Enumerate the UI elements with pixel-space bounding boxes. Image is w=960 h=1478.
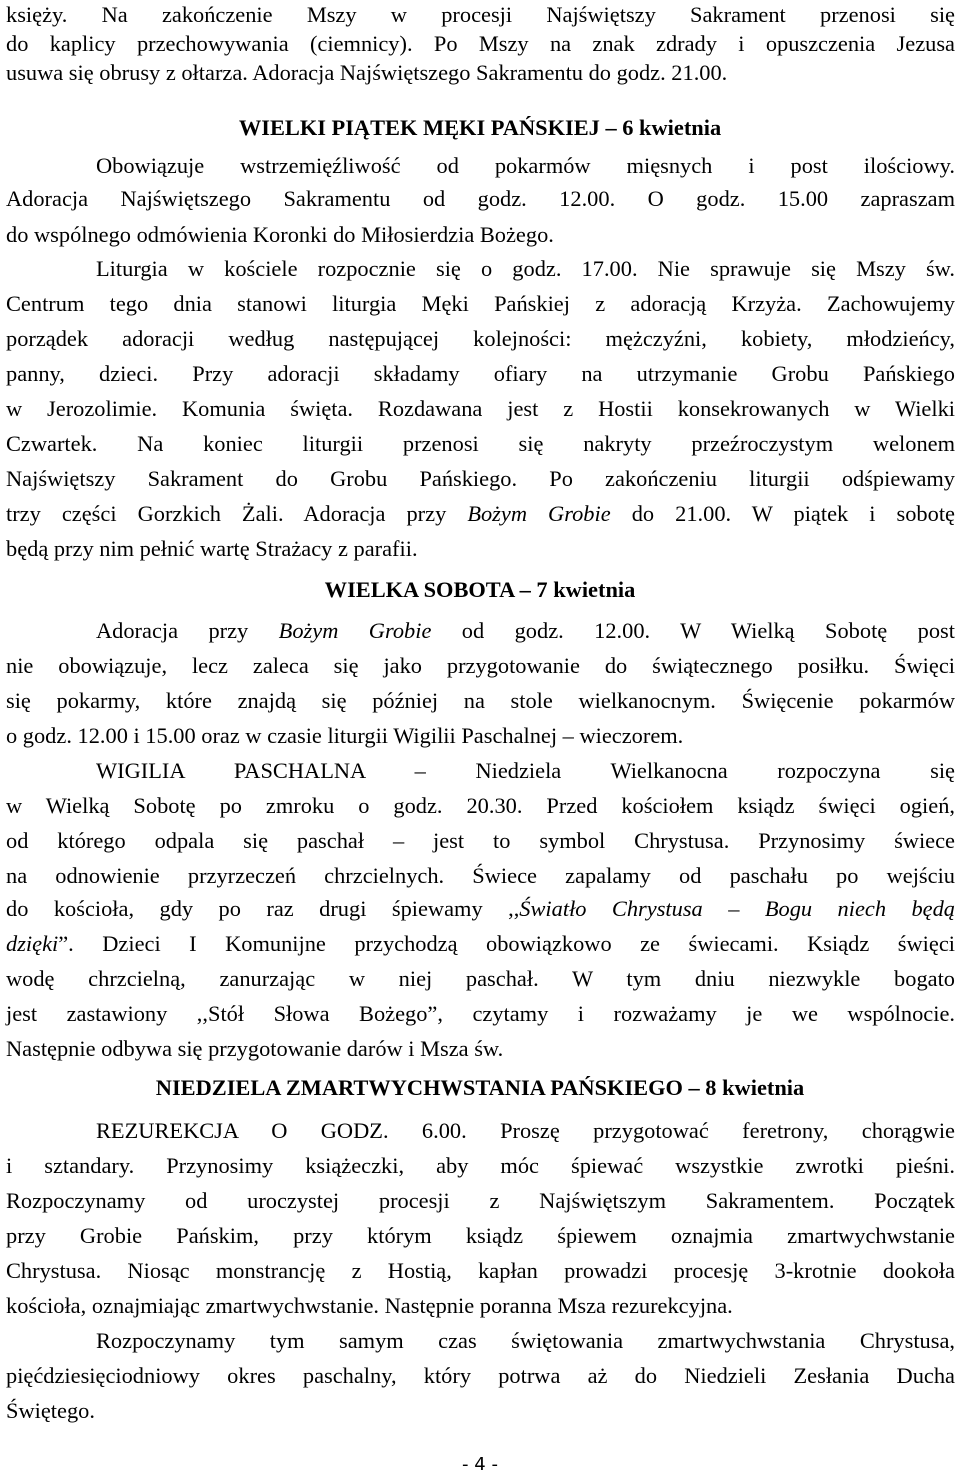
text-line: Czwartek. Na koniec liturgii przenosi się nakryty przeźroczystym welonem [6,431,955,456]
text-line: Najświętszy Sakrament do Grobu Pańskiego. Po zakończeniu liturgii odśpiewamy [6,466,955,491]
text-line: Rozpoczynamy tym samym czas świętowania zmartwychwstania Chrystusa, [96,1328,955,1353]
text-line: w Wielką Sobotę po zmroku o godz. 20.30. Przed kościołem ksiądz święci ogień, [6,793,955,818]
text-line: wodę chrzcielną, zanurzając w niej paschał. W tym dniu niezwykle bogato [6,966,955,991]
text-line: Chrystusa. Niosąc monstrancję z Hostią, kapłan prowadzi procesję 3-krotnie dookoła [6,1258,955,1283]
text-line: REZUREKCJA O GODZ. 6.00. Proszę przygotować feretrony, chorągwie [96,1118,955,1143]
text-line: usuwa się obrusy z ołtarza. Adoracja Najświętszego Sakramentu do godz. 21.00. [6,60,728,85]
text-line: Adoracja przy Bożym Grobie od godz. 12.00. W Wielką Sobotę post [96,618,955,643]
text-line: panny, dzieci. Przy adoracji składamy ofiary na utrzymanie Grobu Pańskiego [6,361,955,386]
text-line: księży. Na zakończenie Mszy w procesji Najświętszy Sakrament przenosi się [6,2,955,27]
text-line: na odnowienie przyrzeczeń chrzcielnych. Świece zapalamy od paschału po wejściu [6,863,955,888]
text-line: WIGILIA PASCHALNA – Niedziela Wielkanocna rozpoczyna się [96,758,955,783]
text-line: w Jerozolimie. Komunia święta. Rozdawana jest z Hostii konsekrowanych w Wielki [6,396,955,421]
text-line: dzięki”. Dzieci I Komunijne przychodzą obowiązkowo ze świecami. Ksiądz święci [6,931,955,956]
section-heading: NIEDZIELA ZMARTWYCHWSTANIA PAŃSKIEGO – 8 kwietnia [155,1075,805,1100]
text-line: o godz. 12.00 i 15.00 oraz w czasie liturgii Wigilii Paschalnej – wieczorem. [6,723,684,748]
text-line: jest zastawiony ,,Stół Słowa Bożego”, czytamy i rozważamy je we wspólnocie. [6,1001,955,1026]
text-line: pięćdziesięciodniowy okres paschalny, który potrwa aż do Niedzieli Zesłania Ducha [6,1363,955,1388]
page-number: - 4 - [462,1454,498,1475]
text-line: Centrum tego dnia stanowi liturgia Męki Pańskiej z adoracją Krzyża. Zachowujemy [6,291,955,316]
text-line: się pokarmy, które znajdą się później na stole wielkanocnym. Święcenie pokarmów [6,688,955,713]
text-line: Następnie odbywa się przygotowanie darów i Msza św. [6,1036,504,1061]
text-line: nie obowiązuje, lecz zaleca się jako przygotowanie do świątecznego posiłku. Święci [6,653,955,678]
text-line: do kościoła, gdy po raz drugi śpiewamy ,,Światło Chrystusa – Bogu niech będą [6,896,956,921]
text-line: Liturgia w kościele rozpocznie się o godz. 17.00. Nie sprawuje się Mszy św. [96,256,955,281]
text-line: porządek adoracji według następującej kolejności: mężczyźni, kobiety, młodzieńcy, [6,326,955,351]
text-line: do kaplicy przechowywania (ciemnicy). Po Mszy na znak zdrady i opuszczenia Jezusa [6,31,955,56]
text-line: do wspólnego odmówienia Koronki do Miłosierdzia Bożego. [6,222,554,247]
text-line: trzy części Gorzkich Żali. Adoracja przy Bożym Grobie do 21.00. W piątek i sobotę [6,501,955,526]
text-line: od którego odpala się paschał – jest to symbol Chrystusa. Przynosimy świece [6,828,955,853]
text-line: przy Grobie Pańskim, przy którym ksiądz śpiewem oznajmia zmartwychwstanie [6,1223,955,1248]
text-line: będą przy nim pełnić wartę Strażacy z parafii. [6,536,418,561]
text-line: kościoła, oznajmiając zmartwychwstanie. Następnie poranna Msza rezurekcyjna. [6,1293,733,1318]
text-line: i sztandary. Przynosimy książeczki, aby móc śpiewać wszystkie zwrotki pieśni. [6,1153,955,1178]
text-line: Świętego. [6,1398,95,1423]
text-line: Obowiązuje wstrzemięźliwość od pokarmów mięsnych i post ilościowy. [96,153,955,178]
text-line: Adoracja Najświętszego Sakramentu od godz. 12.00. O godz. 15.00 zapraszam [6,186,955,211]
section-heading: WIELKI PIĄTEK MĘKI PAŃSKIEJ – 6 kwietnia [238,115,722,140]
text-line: Rozpoczynamy od uroczystej procesji z Najświętszym Sakramentem. Początek [6,1188,955,1213]
section-heading: WIELKA SOBOTA – 7 kwietnia [324,577,636,602]
